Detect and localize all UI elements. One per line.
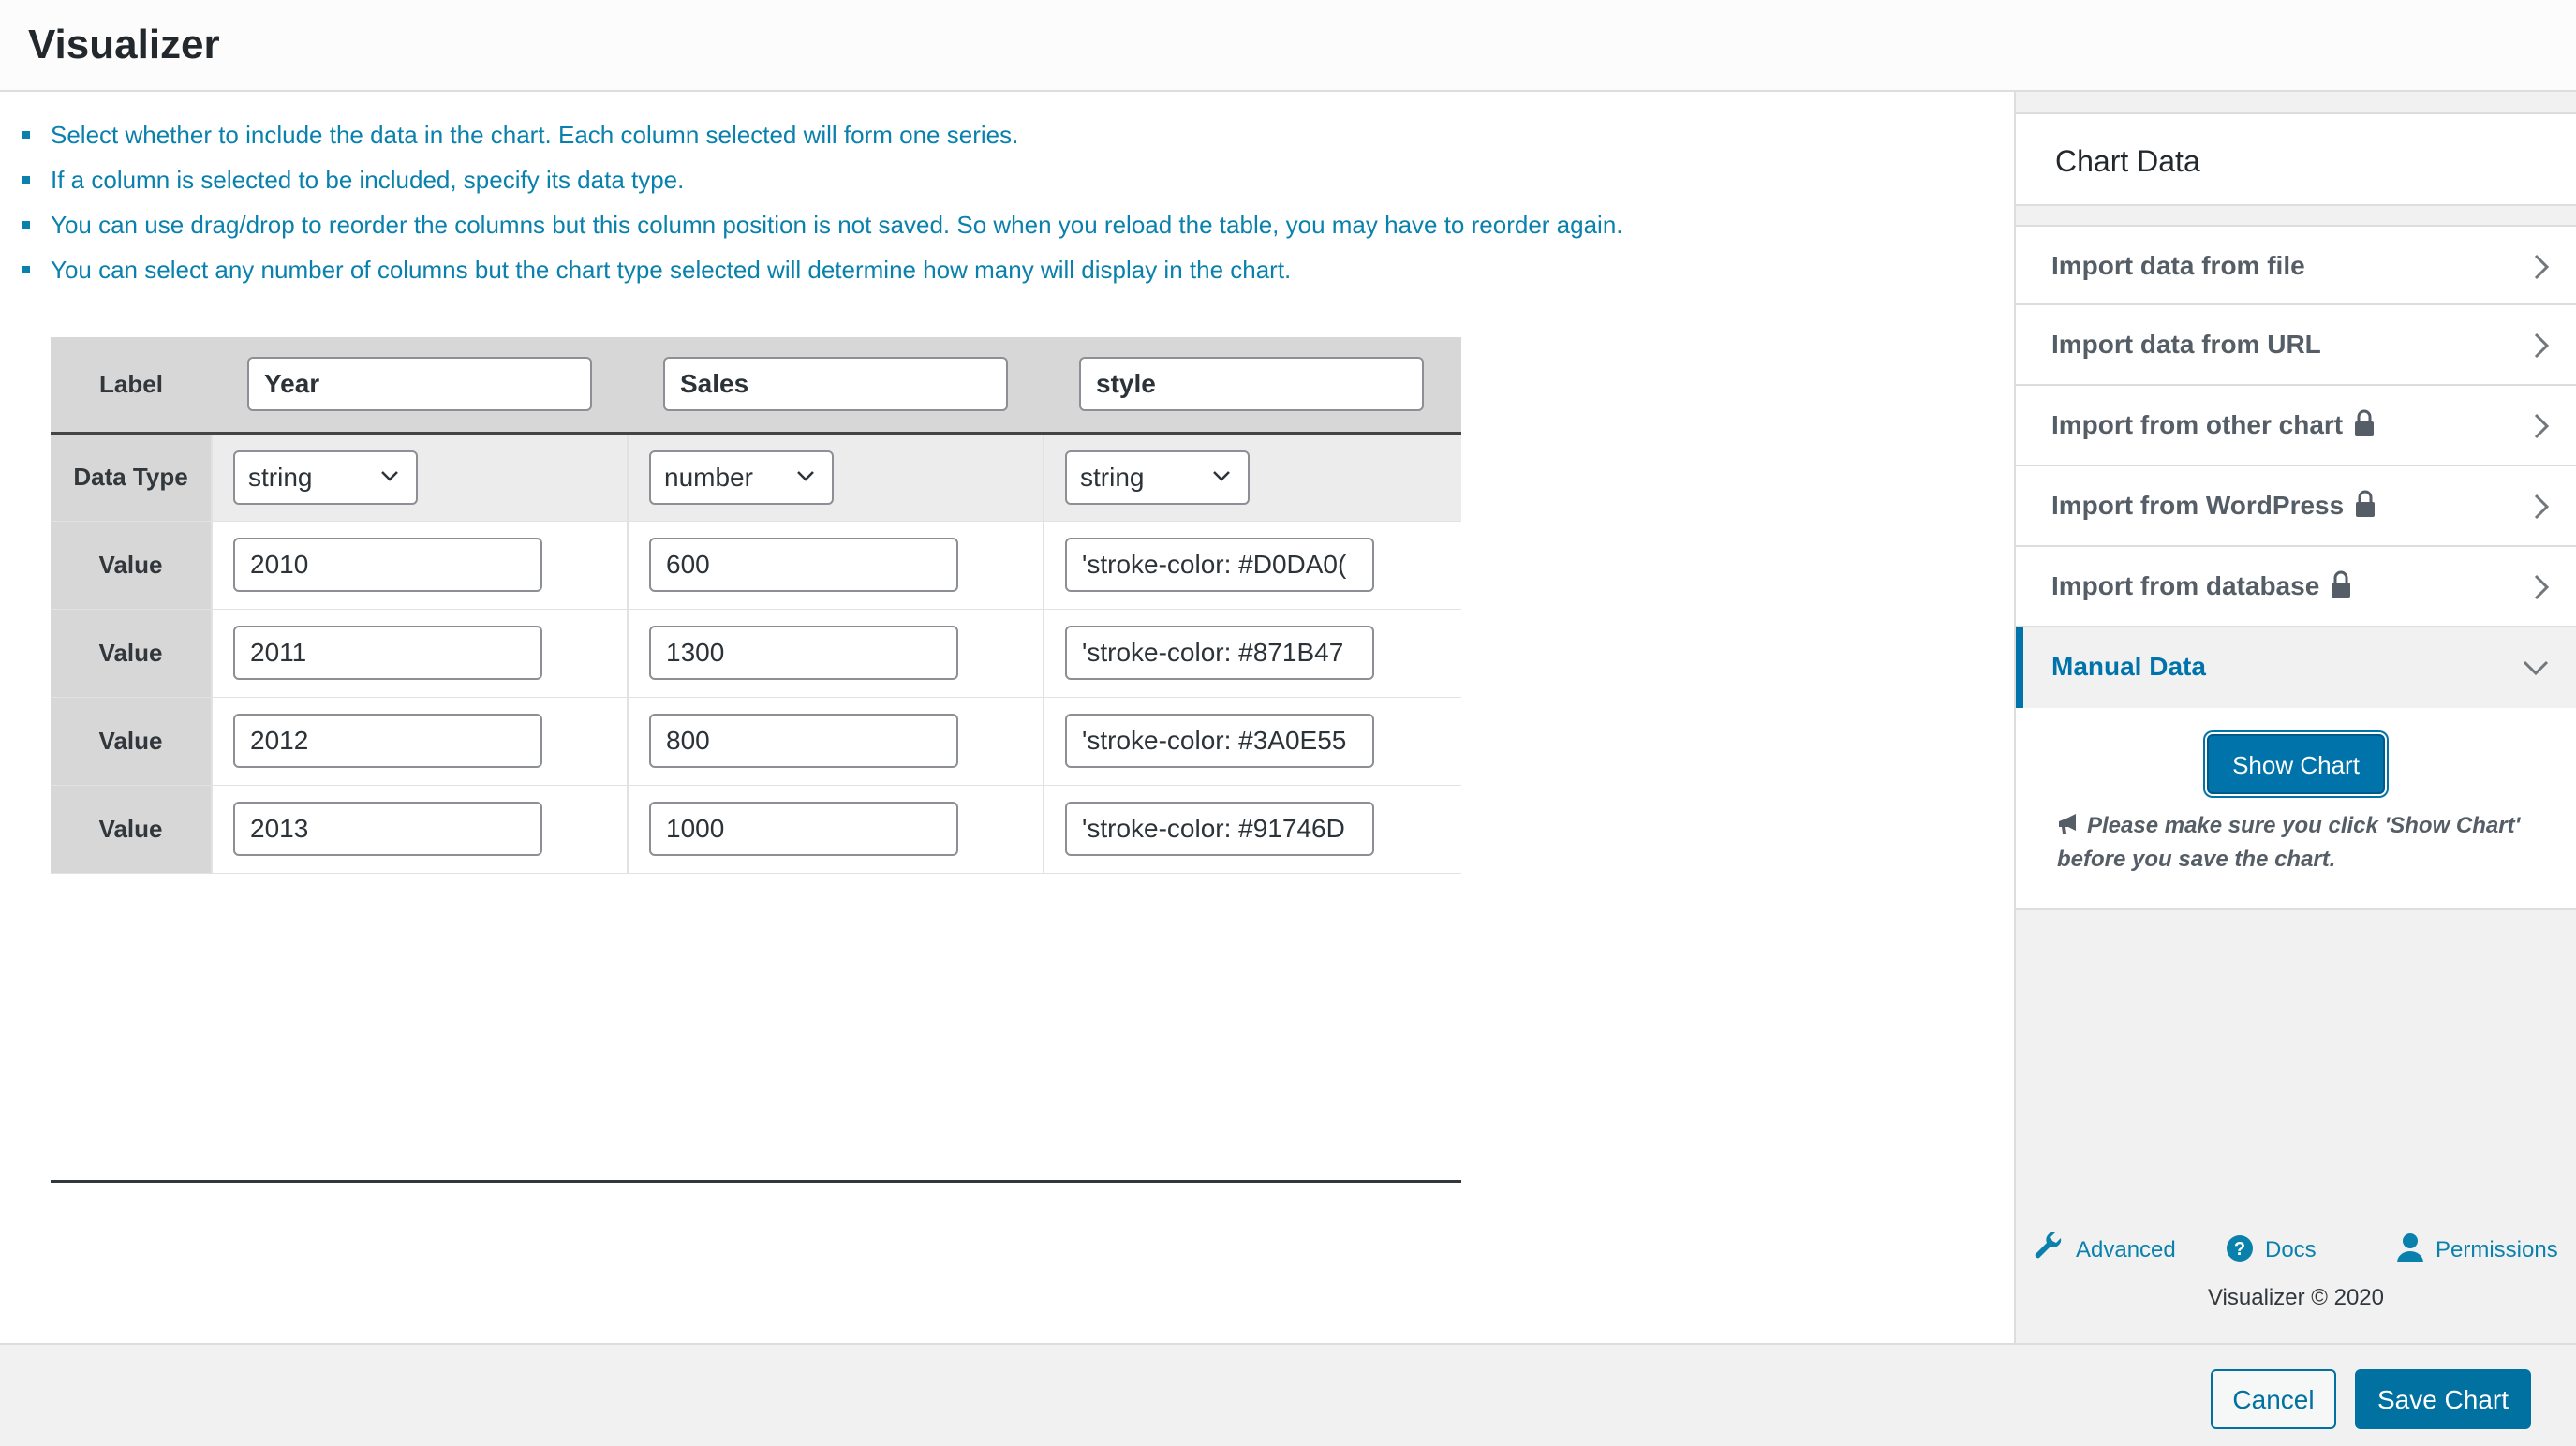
lock-icon bbox=[2355, 490, 2376, 518]
data-type-select-sales[interactable]: number bbox=[649, 450, 834, 505]
chevron-down-icon bbox=[1212, 469, 1231, 482]
save-chart-button[interactable]: Save Chart bbox=[2355, 1369, 2531, 1429]
value-input[interactable] bbox=[233, 626, 542, 680]
lock-icon bbox=[2354, 409, 2375, 437]
user-icon bbox=[2396, 1232, 2424, 1262]
type-row bbox=[51, 433, 1461, 521]
sidebar bbox=[2016, 92, 2576, 1343]
instruction-item: Select whether to include the data in the chart. Each column selected will form one series. bbox=[21, 112, 1623, 157]
sidebar-item-import-other-chart[interactable] bbox=[2016, 386, 2576, 466]
table-row bbox=[51, 785, 1461, 873]
table-row bbox=[51, 609, 1461, 697]
main-content bbox=[0, 92, 2016, 1343]
column-label-input-year[interactable] bbox=[247, 357, 592, 411]
sidebar-item-import-url[interactable] bbox=[2016, 305, 2576, 386]
value-input[interactable] bbox=[233, 802, 542, 856]
sidebar-item-manual-data[interactable] bbox=[2016, 627, 2576, 708]
chevron-right-icon bbox=[2533, 332, 2550, 360]
data-type-select-style[interactable]: string bbox=[1065, 450, 1250, 505]
value-input[interactable] bbox=[649, 714, 958, 768]
data-table bbox=[51, 337, 1461, 874]
bullet-icon bbox=[22, 266, 30, 273]
sidebar-item-label: Import from database bbox=[2051, 571, 2320, 600]
label-row bbox=[51, 337, 1461, 433]
advanced-link[interactable]: Advanced bbox=[2033, 1227, 2176, 1274]
data-source-accordion bbox=[2016, 225, 2576, 910]
show-chart-button[interactable]: Show Chart bbox=[2207, 734, 2385, 794]
sidebar-title: Chart Data bbox=[2055, 144, 2200, 178]
sidebar-item-import-file[interactable] bbox=[2016, 225, 2576, 305]
chevron-right-icon bbox=[2533, 253, 2550, 281]
sidebar-item-label: Import data from file bbox=[2051, 251, 2305, 280]
table-divider bbox=[51, 1180, 1461, 1183]
chevron-right-icon bbox=[2533, 493, 2550, 521]
bullet-icon bbox=[22, 221, 30, 229]
wrench-icon bbox=[2033, 1231, 2065, 1262]
app-header bbox=[0, 0, 2576, 92]
label-row-header: Label bbox=[51, 337, 212, 433]
instructions-list bbox=[21, 112, 1623, 292]
instruction-item: If a column is selected to be included, specify its data type. bbox=[21, 157, 1623, 202]
sidebar-item-import-database[interactable] bbox=[2016, 547, 2576, 627]
chevron-down-icon bbox=[796, 469, 815, 482]
copyright-text: Visualizer © 2020 bbox=[2207, 1285, 2384, 1310]
cancel-button[interactable]: Cancel bbox=[2211, 1369, 2336, 1429]
sidebar-footer bbox=[2016, 1227, 2576, 1310]
chevron-down-icon bbox=[2522, 659, 2550, 676]
value-row-header: Value bbox=[51, 521, 212, 609]
value-input[interactable] bbox=[1065, 538, 1374, 592]
svg-text:?: ? bbox=[2233, 1239, 2246, 1260]
chevron-right-icon bbox=[2533, 573, 2550, 601]
sidebar-item-label: Import data from URL bbox=[2051, 330, 2321, 359]
permissions-link[interactable]: Permissions bbox=[2396, 1227, 2558, 1274]
value-input[interactable] bbox=[233, 538, 542, 592]
help-icon bbox=[2226, 1234, 2254, 1262]
megaphone-icon bbox=[2057, 814, 2080, 834]
table-row bbox=[51, 521, 1461, 609]
app-title: Visualizer bbox=[28, 22, 220, 67]
manual-data-panel bbox=[2016, 708, 2576, 910]
value-row-header: Value bbox=[51, 609, 212, 697]
instruction-item: You can use drag/drop to reorder the columns but this column position is not saved. So when you reload the table, you may have to reorder again. bbox=[21, 202, 1623, 247]
instruction-item: You can select any number of columns but the chart type selected will determine how many will display in the chart. bbox=[21, 247, 1623, 292]
value-input[interactable] bbox=[649, 626, 958, 680]
value-input[interactable] bbox=[649, 538, 958, 592]
bullet-icon bbox=[22, 131, 30, 139]
bullet-icon bbox=[22, 176, 30, 184]
value-row-header: Value bbox=[51, 785, 212, 873]
value-input[interactable] bbox=[1065, 714, 1374, 768]
column-label-input-style[interactable] bbox=[1079, 357, 1424, 411]
value-input[interactable] bbox=[233, 714, 542, 768]
lock-icon bbox=[2331, 570, 2351, 598]
value-input[interactable] bbox=[649, 802, 958, 856]
bottom-action-bar bbox=[0, 1343, 2576, 1446]
table-row bbox=[51, 697, 1461, 785]
chevron-down-icon bbox=[380, 469, 399, 482]
column-label-input-sales[interactable] bbox=[663, 357, 1008, 411]
sidebar-item-label: Import from other chart bbox=[2051, 410, 2344, 439]
sidebar-item-import-wordpress[interactable] bbox=[2016, 466, 2576, 547]
docs-link[interactable]: ? Docs bbox=[2226, 1227, 2317, 1274]
sidebar-item-label: Import from WordPress bbox=[2051, 491, 2345, 520]
value-input[interactable] bbox=[1065, 802, 1374, 856]
manual-data-note: Please make sure you click 'Show Chart' before you save the chart. bbox=[2057, 813, 2521, 872]
sidebar-item-label: Manual Data bbox=[2051, 652, 2206, 681]
value-row-header: Value bbox=[51, 697, 212, 785]
value-input[interactable] bbox=[1065, 626, 1374, 680]
type-row-header: Data Type bbox=[51, 433, 212, 521]
chevron-right-icon bbox=[2533, 412, 2550, 440]
sidebar-header bbox=[2016, 112, 2576, 206]
data-type-select-year[interactable]: string bbox=[233, 450, 418, 505]
